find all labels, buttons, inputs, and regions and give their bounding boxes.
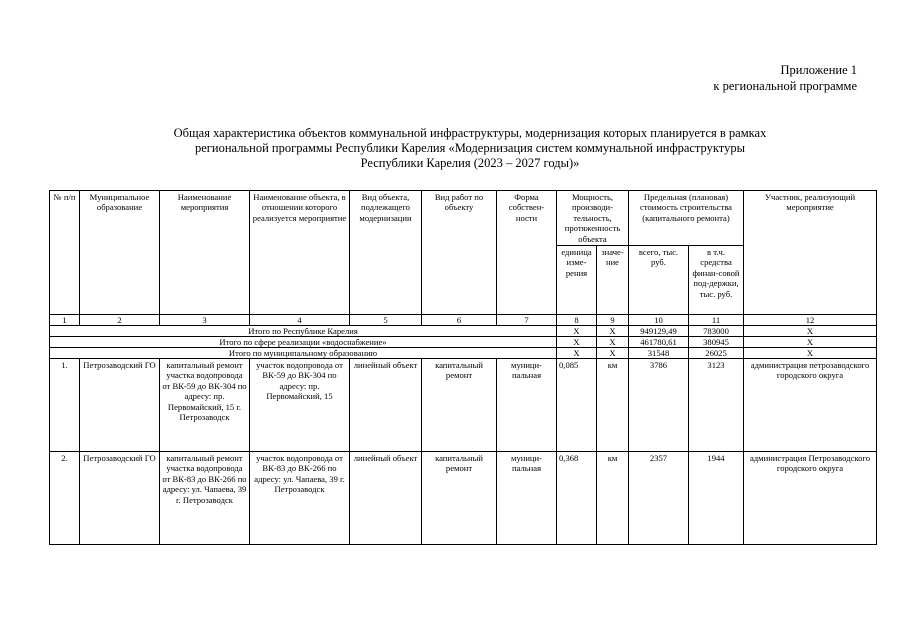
total-unit: Х xyxy=(557,348,597,359)
total-label: Итого по муниципальному образованию xyxy=(50,348,557,359)
row-object: участок водопровода от ВК-83 до ВК-266 по адресу: ул. Чапаева, 39 г. Петрозаводск xyxy=(250,452,350,545)
column-number-row xyxy=(50,315,877,326)
row-object-type: линейный объект xyxy=(350,452,422,545)
title-line-1: Общая характеристика объектов коммунальной инфраструктуры, модернизация которых планируется в рамках xyxy=(173,126,767,140)
total-participant: Х xyxy=(744,326,877,337)
total-value: Х xyxy=(597,326,629,337)
row-municipality: Петрозаводский ГО xyxy=(80,452,160,545)
title-line-2: региональной программы Республики Карелия «Модернизация систем коммунальной инфраструктуры xyxy=(194,141,745,155)
row-cost-support: 1944 xyxy=(689,452,744,545)
total-cost: 949129,49 xyxy=(629,326,689,337)
row-ownership: муници-пальная xyxy=(497,452,557,545)
total-support: 783000 xyxy=(689,326,744,337)
total-cost: 461780,61 xyxy=(629,337,689,348)
total-cost: 31548 xyxy=(629,348,689,359)
row-ownership: муници-пальная xyxy=(497,359,557,452)
column-number: 7 xyxy=(497,315,557,326)
row-capacity-value: 0,085 xyxy=(557,359,597,452)
header-row-1 xyxy=(50,191,877,246)
header-capacity: Мощность, производи-тельность, протяженность объекта xyxy=(557,191,629,246)
row-cost-total: 3786 xyxy=(629,359,689,452)
column-number: 3 xyxy=(160,315,250,326)
title-line-3: Республики Карелия (2023 – 2027 годы)» xyxy=(360,156,580,170)
total-label: Итого по сфере реализации «водоснабжение» xyxy=(50,337,557,348)
header-cost-support: в т.ч. средства финан-совой под-держки, тыс. руб. xyxy=(689,246,744,315)
document-title xyxy=(100,126,840,171)
row-unit: км xyxy=(597,359,629,452)
table-row xyxy=(50,359,877,452)
column-number: 10 xyxy=(629,315,689,326)
row-work-type: капитальный ремонт xyxy=(422,452,497,545)
appendix-line-2: к региональной программе xyxy=(713,79,857,93)
total-label: Итого по Республике Карелия xyxy=(50,326,557,337)
column-number: 5 xyxy=(350,315,422,326)
header-capacity-value: значе-ние xyxy=(597,246,629,315)
column-number: 9 xyxy=(597,315,629,326)
header-num: № п/п xyxy=(50,191,80,315)
total-participant: Х xyxy=(744,348,877,359)
row-cost-support: 3123 xyxy=(689,359,744,452)
row-num: 1. xyxy=(50,359,80,452)
row-event: капитальный ремонт участка водопровода от ВК-83 до ВК-266 по адресу: ул. Чапаева, 39 г. Петрозаводск xyxy=(160,452,250,545)
appendix-note xyxy=(713,62,857,94)
row-num: 2. xyxy=(50,452,80,545)
column-number: 11 xyxy=(689,315,744,326)
column-number: 1 xyxy=(50,315,80,326)
appendix-line-1: Приложение 1 xyxy=(780,63,857,77)
total-unit: Х xyxy=(557,326,597,337)
row-participant: администрация петрозаводского городского округа xyxy=(744,359,877,452)
header-work-type: Вид работ по объекту xyxy=(422,191,497,315)
header-object-type: Вид объекта, подлежащего модернизации xyxy=(350,191,422,315)
header-capacity-unit: единица изме-рения xyxy=(557,246,597,315)
header-event-name: Наименование мероприятия xyxy=(160,191,250,315)
row-work-type: капитальный ремонт xyxy=(422,359,497,452)
total-unit: Х xyxy=(557,337,597,348)
total-value: Х xyxy=(597,348,629,359)
column-number: 2 xyxy=(80,315,160,326)
row-unit: км xyxy=(597,452,629,545)
row-participant: администрация Петрозаводского городского округа xyxy=(744,452,877,545)
row-capacity-value: 0,368 xyxy=(557,452,597,545)
total-row-municipality xyxy=(50,348,877,359)
row-object-type: линейный объект xyxy=(350,359,422,452)
header-municipality: Муниципальное образование xyxy=(80,191,160,315)
total-value: Х xyxy=(597,337,629,348)
header-ownership: Форма собствен-ности xyxy=(497,191,557,315)
total-support: 380945 xyxy=(689,337,744,348)
total-row-republic xyxy=(50,326,877,337)
header-cost: Предельная (плановая) стоимость строительства (капитального ремонта) xyxy=(629,191,744,246)
total-participant: Х xyxy=(744,337,877,348)
header-cost-total: всего, тыс. руб. xyxy=(629,246,689,315)
total-row-water-supply xyxy=(50,337,877,348)
row-event: капитальный ремонт участка водопровода от ВК-59 до ВК-304 по адресу: пр. Первомайский, 15 г. Петрозаводск xyxy=(160,359,250,452)
table-row xyxy=(50,452,877,545)
row-object: участок водопровода от ВК-59 до ВК-304 по адресу: пр. Первомайский, 15 xyxy=(250,359,350,452)
column-number: 8 xyxy=(557,315,597,326)
row-municipality: Петрозаводский ГО xyxy=(80,359,160,452)
header-participant: Участник, реализующий мероприятие xyxy=(744,191,877,315)
row-cost-total: 2357 xyxy=(629,452,689,545)
infrastructure-table xyxy=(49,190,877,545)
column-number: 12 xyxy=(744,315,877,326)
header-object-name: Наименование объекта, в отношении которого реализуется мероприятие xyxy=(250,191,350,315)
total-support: 26025 xyxy=(689,348,744,359)
column-number: 6 xyxy=(422,315,497,326)
column-number: 4 xyxy=(250,315,350,326)
